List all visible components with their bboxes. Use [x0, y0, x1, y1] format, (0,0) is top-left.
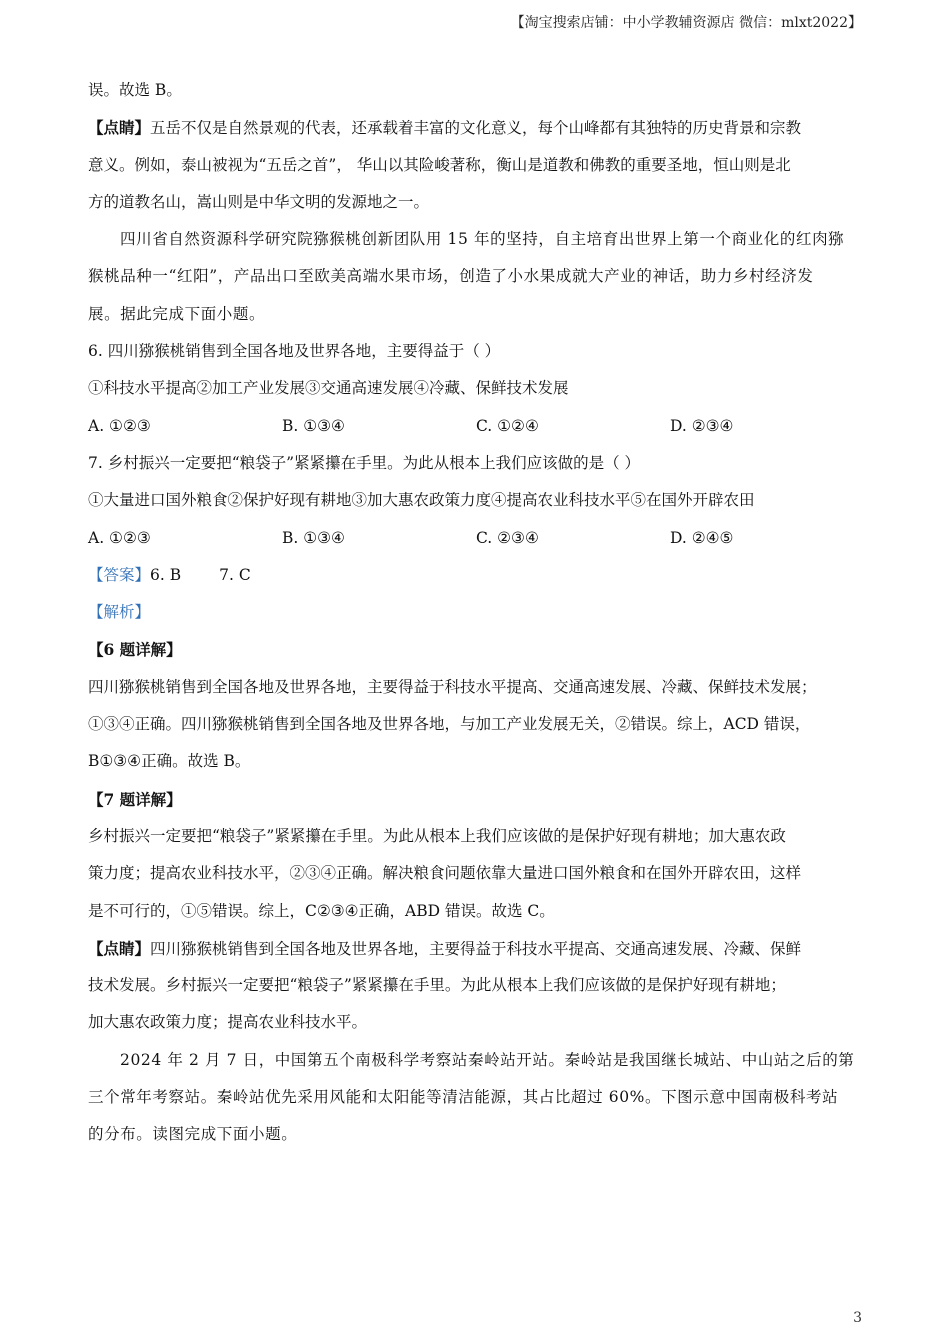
analysis-tag: 【解析】: [88, 603, 151, 622]
passage-line: 2024 年 2 月 7 日，中国第五个南极科学考察站秦岭站开站。秦岭站是我国继长城站、中山站之后的第: [120, 1050, 855, 1069]
option-c: C. ②③④: [476, 528, 539, 547]
detail-7-tag: 【7 题详解】: [88, 789, 182, 809]
option-a: A. ①②③: [88, 416, 151, 435]
text-line: ①③④正确。四川猕猴桃销售到全国各地及世界各地，与加工产业发展无关，②错误。综上，ACD 错误，: [88, 715, 811, 734]
option-d: D. ②③④: [670, 416, 734, 435]
text-line: 五岳不仅是自然景观的代表，还承载着丰富的文化意义，每个山峰都有其独特的历史背景和宗教: [150, 119, 802, 138]
answer-line: [88, 557, 868, 594]
passage-line: 三个常年考察站。秦岭站优先采用风能和太阳能等清洁能源，其占比超过 60%。下图示意中国南极科考站: [88, 1088, 839, 1107]
text-line: 技术发展。乡村振兴一定要把“粮袋子”紧紧攥在手里。为此从根本上我们应该做的是保护好现有耕地；: [88, 976, 786, 995]
dianjing-paragraph-1: [88, 109, 868, 146]
option-c: C. ①②④: [476, 416, 539, 435]
text-line: 意义。例如，泰山被视为“五岳之首”， 华山以其险峻著称，衡山是道教和佛教的重要圣地，恒山则是北: [88, 155, 791, 174]
answer-6: 6. B: [150, 565, 182, 584]
dianjing-tag: 【点睛】: [88, 118, 151, 138]
question-7-options: [88, 520, 868, 557]
dianjing-tag: 【点睛】: [88, 938, 151, 958]
option-a: A. ①②③: [88, 528, 151, 547]
passage-line: 猴桃品种一“红阳”，产品出口至欧美高端水果市场，创造了小水果成就大产业的神话，助力乡村经济发: [88, 267, 814, 286]
text-line: 四川猕猴桃销售到全国各地及世界各地，主要得益于科技水平提高、交通高速发展、冷藏、保鲜: [150, 939, 802, 958]
question-7: 7. 乡村振兴一定要把“粮袋子”紧紧攥在手里。为此从根本上我们应该做的是（ ）: [88, 453, 640, 472]
text-line: 是不可行的，①⑤错误。综上，C②③④正确，ABD 错误。故选 C。: [88, 901, 555, 920]
question-6-items: ①科技水平提高②加工产业发展③交通高速发展④冷藏、保鲜技术发展: [88, 379, 569, 398]
dianjing-paragraph-2: [88, 930, 868, 967]
option-d: D. ②④⑤: [670, 528, 734, 547]
text-line: 误。故选 B。: [88, 81, 182, 99]
text-line: 乡村振兴一定要把“粮袋子”紧紧攥在手里。为此从根本上我们应该做的是保护好现有耕地；加大惠农政: [88, 826, 786, 845]
passage-line: 展。据此完成下面小题。: [88, 304, 266, 323]
document-body: [88, 72, 868, 1154]
option-b: B. ①③④: [282, 528, 345, 547]
passage-line: 的分布。读图完成下面小题。: [88, 1125, 298, 1144]
text-line: 加大惠农政策力度；提高农业科技水平。: [88, 1013, 368, 1032]
header-text: 【淘宝搜索店铺：中小学教辅资源店 微信：mlxt2022】: [510, 15, 862, 31]
option-b: B. ①③④: [282, 416, 345, 435]
text-line: B①③④正确。故选 B。: [88, 752, 251, 771]
page-header: [511, 12, 862, 32]
text-line: 策力度；提高农业科技水平，②③④正确。解决粮食问题依靠大量进口国外粮食和在国外开辟农田，这样: [88, 864, 802, 883]
answer-7: 7. C: [219, 565, 251, 584]
text-line: 方的道教名山，嵩山则是中华文明的发源地之一。: [88, 192, 430, 211]
question-6: 6. 四川猕猴桃销售到全国各地及世界各地，主要得益于（ ）: [88, 342, 501, 361]
question-7-items: ①大量进口国外粮食②保护好现有耕地③加大惠农政策力度④提高农业科技水平⑤在国外开辟农田: [88, 491, 755, 510]
passage-line: 四川省自然资源科学研究院猕猴桃创新团队用 15 年的坚持，自主培育出世界上第一个商业化的红肉猕: [120, 230, 845, 249]
detail-6-tag: 【6 题详解】: [88, 640, 182, 660]
text-line: 四川猕猴桃销售到全国各地及世界各地，主要得益于科技水平提高、交通高速发展、冷藏、保鲜技术发展；: [88, 677, 817, 696]
question-6-options: [88, 408, 868, 445]
answer-tag: 【答案】: [88, 565, 151, 584]
page-number: 3: [853, 1310, 862, 1326]
